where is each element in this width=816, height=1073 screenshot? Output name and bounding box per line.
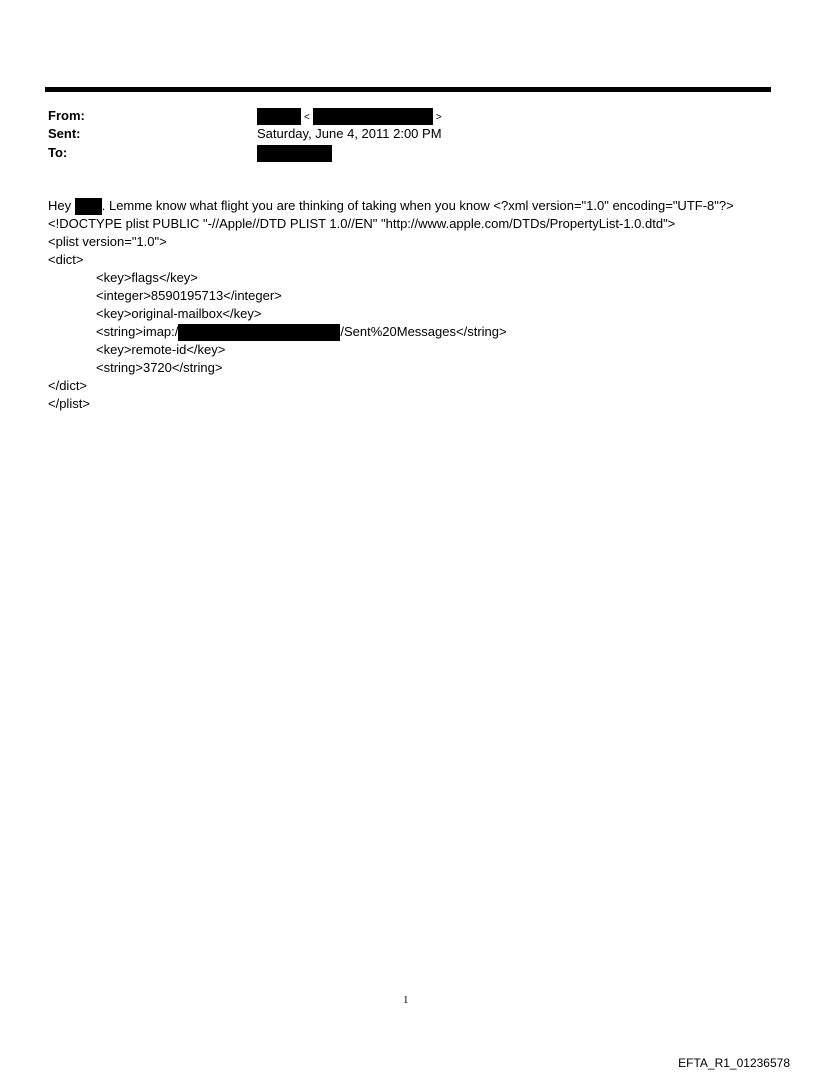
body-line: <string>3720</string>: [96, 360, 223, 375]
to-value: [257, 144, 332, 162]
greeting-text: Hey: [48, 198, 75, 213]
body-line: <plist version="1.0">: [48, 234, 167, 249]
redaction-block: [75, 198, 102, 215]
document-id: EFTA_R1_01236578: [678, 1056, 790, 1070]
body-line: [48, 197, 778, 215]
from-open-bracket: <: [304, 112, 310, 123]
body-line: <!DOCTYPE plist PUBLIC "-//Apple//DTD PLIST 1.0//EN" "http://www.apple.com/DTDs/PropertyList-1.0.dtd">: [48, 216, 676, 231]
body-line: [48, 323, 778, 341]
page-number: 1: [403, 994, 409, 1006]
header-divider-rule: [45, 87, 771, 92]
body-line: <key>original-mailbox</key>: [96, 306, 262, 321]
redaction-block: [178, 324, 340, 341]
body-line: <key>flags</key>: [96, 270, 198, 285]
redaction-block: [257, 145, 332, 162]
body-text-line-1: . Lemme know what flight you are thinking of taking when you know <?xml version="1.0" encoding="UTF-8"?>: [101, 198, 734, 213]
sent-value: Saturday, June 4, 2011 2:00 PM: [257, 126, 442, 141]
email-body: [48, 197, 778, 413]
imap-suffix: /Sent%20Messages</string>: [340, 324, 507, 339]
body-line: </plist>: [48, 396, 90, 411]
redaction-block: [313, 108, 433, 125]
imap-prefix: <string>imap:/: [96, 324, 179, 339]
from-value: [257, 107, 445, 127]
sent-label: Sent:: [48, 126, 81, 141]
body-line: <integer>8590195713</integer>: [96, 288, 282, 303]
redaction-block: [257, 108, 301, 125]
body-line: </dict>: [48, 378, 88, 393]
from-close-bracket: >: [435, 112, 442, 123]
from-label: From:: [48, 108, 85, 123]
body-line: <key>remote-id</key>: [96, 342, 226, 357]
to-label: To:: [48, 145, 68, 160]
body-line: <dict>: [48, 252, 84, 267]
